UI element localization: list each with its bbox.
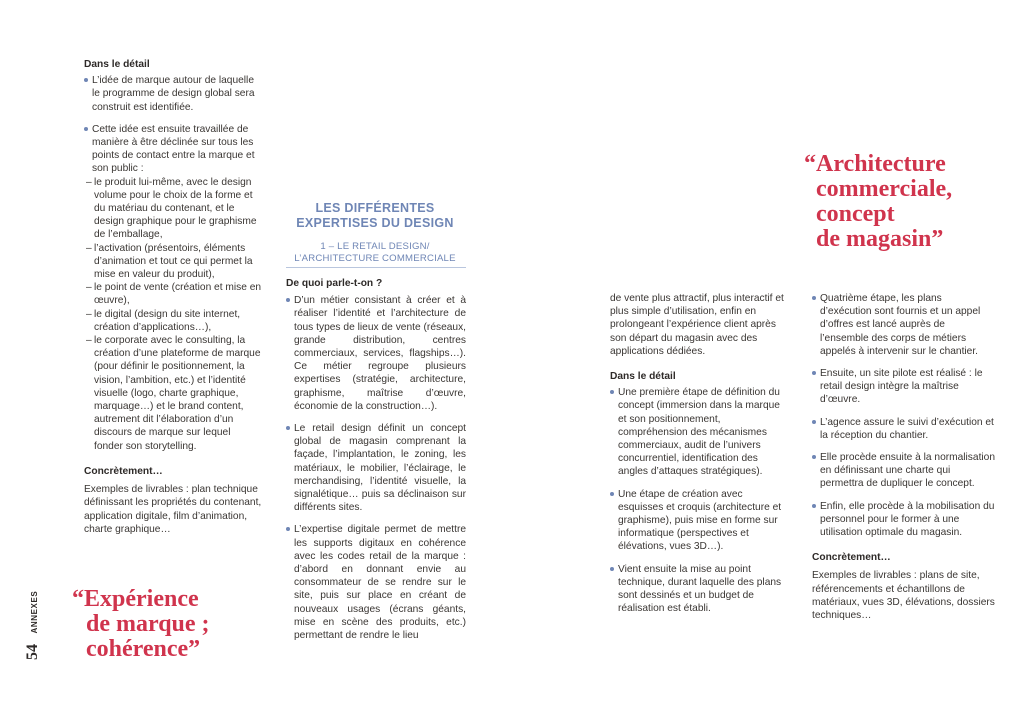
bullet-item: Elle procède ensuite à la normalisation en définissant une charte qui permettra de dupliquer le concept. <box>812 451 996 491</box>
section-subtitle-line: 1 – LE RETAIL DESIGN/ <box>320 241 430 252</box>
bullet-item: L’agence assure le suivi d’exécution et la réception du chantier. <box>812 416 996 442</box>
page-number: 54 <box>24 644 41 660</box>
pull-quote-right <box>804 152 952 252</box>
left-column-2 <box>286 277 466 642</box>
continuation-text: de vente plus attractif, plus interactif et plus simple d’utilisation, enfin en prolongeant l’expérience client après son départ du magasin avec des applications dédiées. <box>610 293 784 357</box>
quote-line: de magasin” <box>816 226 944 252</box>
bullet-item: Enfin, elle procède à la mobilisation du personnel pour le former à une utilisation optimale du magasin. <box>812 500 996 540</box>
section-title <box>280 201 470 231</box>
section-subtitle <box>270 241 480 265</box>
bullet-item: D’un métier consistant à créer et à réaliser l’identité et l’architecture de tous types de lieux de vente (réseaux, grande distribution, centres commerciaux, services, flagships…). Ce métier regroupe plusieurs expertises (stratégie, architecture, graphisme, maîtrise d’œuvre, économie de la construction…). <box>286 294 466 413</box>
right-column-1 <box>610 292 790 615</box>
section-label: ANNEXES <box>30 590 39 634</box>
heading-detail: Dans le détail <box>610 371 676 383</box>
section-title-line: EXPERTISES DU DESIGN <box>296 216 454 230</box>
bullet-item: L’expertise digitale permet de mettre les supports digitaux en cohérence avec les codes retail de la marque : d’abord en donnant envie au consommateur de se rendre sur le site, puis sur place en créant de nouveaux usages (écrans géants, mise en scène des produits, etc.) permettant de rendre le lieu <box>286 523 466 642</box>
concretely-text: Exemples de livrables : plan technique définissant les propriétés du contenant, application digitale, film d’animation, charte graphique… <box>84 484 262 535</box>
quote-line: de marque ; <box>86 611 210 637</box>
section-subtitle-line: L’ARCHITECTURE COMMERCIALE <box>294 253 456 264</box>
section-title-line: LES DIFFÉRENTES <box>315 201 435 215</box>
bullet-item: Vient ensuite la mise au point technique, durant laquelle des plans sont dessinés et un budget de réalisation est établi. <box>610 563 790 616</box>
bullet-item: Une étape de création avec esquisses et croquis (architecture et graphisme), puis mise en forme sur informatique (perspectives et élévations, vues 3D…). <box>610 488 790 554</box>
bullet-item: Le retail design définit un concept global de magasin comprenant la façade, l’implantation, le zoning, les matériaux, le mobilier, l’éclairage, le merchandising, l’identité visuelle, la signalétique… puis sa déclinaison sur différents sites. <box>286 422 466 514</box>
heading-detail: Dans le détail <box>84 59 150 70</box>
quote-line: “Architecture <box>804 151 946 177</box>
bullet-item: L’idée de marque autour de laquelle le programme de design global sera construit est identifiée. <box>84 74 262 114</box>
concretely-text: Exemples de livrables : plans de site, référencements et échantillons de matériaux, vues 3D, élévations, dossiers techniques… <box>812 570 995 622</box>
quote-line: cohérence” <box>86 636 201 662</box>
bullet-item: Quatrième étape, les plans d’exécution sont fournis et un appel d’offres est lancé auprès de l’ensemble des corps de métiers appelés à intervenir sur le chantier. <box>812 292 996 358</box>
bullet-item: Une première étape de définition du concept (immersion dans la marque et son positionnement, compréhension des mécanismes commerciaux, audit de l’univers concurrentiel, identification des angles d’attaques stratégiques). <box>610 386 790 478</box>
sub-item: – le digital (design du site internet, création d’applications…), <box>84 308 262 334</box>
quote-line: commerciale, <box>816 176 953 202</box>
right-column-2 <box>812 292 996 622</box>
quote-line: “Expérience <box>72 586 199 612</box>
bullet-item: Ensuite, un site pilote est réalisé : le retail design intègre la maîtrise d’œuvre. <box>812 367 996 407</box>
heading-concretely: Concrètement… <box>812 552 891 564</box>
sub-item: – le point de vente (création et mise en œuvre), <box>84 281 262 307</box>
sub-item: – le corporate avec le consulting, la création d’une plateforme de marque (pour définir le positionnement, la vision, l’ambition, etc.) et l’identité visuelle (logo, charte graphique, marquage…) et le brand content, autrement dit l’élaboration d’un discours de marque sur lequel fonder son storytelling. <box>84 334 262 453</box>
pull-quote-left <box>72 587 210 662</box>
page-footer-vertical <box>24 580 48 670</box>
question-heading: De quoi parle-t-on ? <box>286 278 383 289</box>
left-column-1 <box>84 58 262 536</box>
bullet-item: Cette idée est ensuite travaillée de manière à être déclinée sur tous les points de contact entre la marque et son public : <box>84 123 262 176</box>
quote-line: concept <box>816 201 895 227</box>
divider <box>286 267 466 268</box>
heading-concretely: Concrètement… <box>84 465 163 477</box>
sub-item: – l’activation (présentoirs, éléments d’animation et tout ce qui permet la mise en valeur du produit), <box>84 242 262 282</box>
sub-item: – le produit lui-même, avec le design volume pour le choix de la forme et du matériau du contenant, et le design graphique pour le graphisme de l’emballage, <box>84 176 262 242</box>
